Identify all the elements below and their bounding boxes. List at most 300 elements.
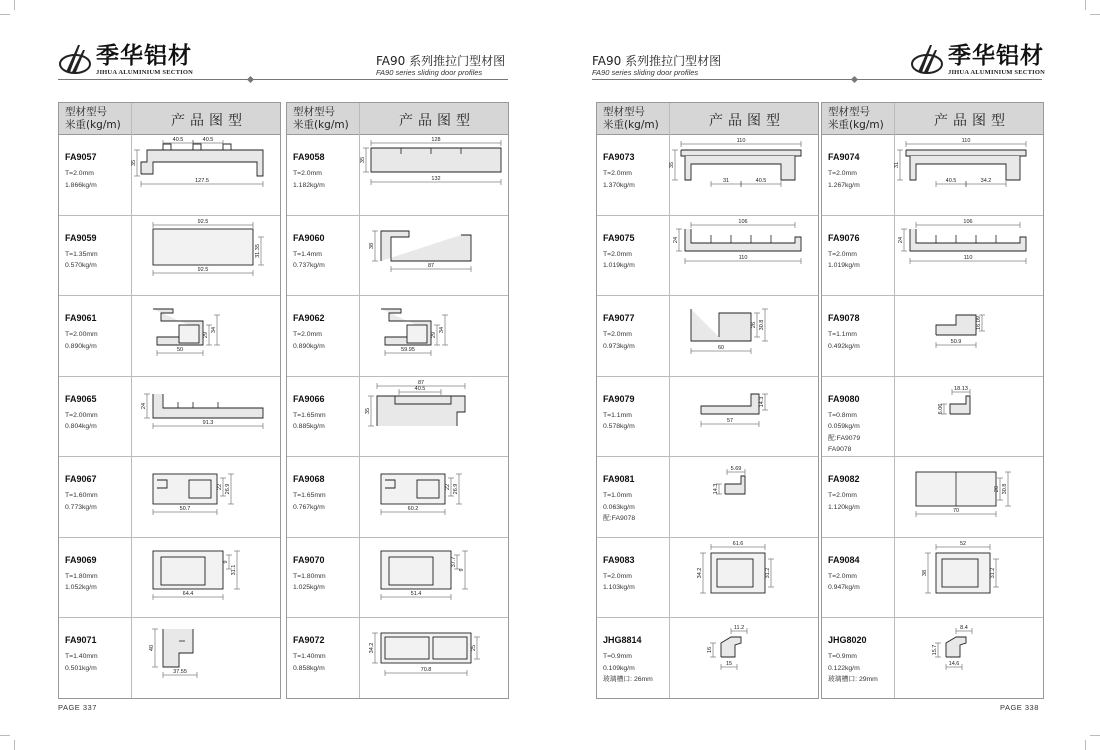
page-number-right: PAGE 338 <box>1000 703 1039 712</box>
profile-info <box>828 474 890 513</box>
profile-drawing <box>361 221 506 294</box>
profile-info <box>603 313 665 352</box>
profile-outline <box>381 231 471 261</box>
dimension-label: 60.2 <box>407 506 419 512</box>
dimension-label: 51.4 <box>410 590 422 597</box>
thickness: T=1.40mm <box>65 653 98 660</box>
profile-drawing <box>133 623 278 696</box>
profile-cross-section <box>671 301 816 369</box>
dimension-label: 26 <box>994 485 1000 493</box>
thickness: T=2.0mm <box>603 170 632 177</box>
profile-cross-section <box>133 382 278 450</box>
profile-table <box>58 102 281 699</box>
profile-model: FA9069 <box>65 554 97 565</box>
profile-cross-section <box>133 543 278 611</box>
profile-cross-section <box>671 540 816 611</box>
dimension-label: 64.4 <box>182 590 194 597</box>
dimension-label: 35 <box>365 407 371 414</box>
unit-weight: 0.737kg/m <box>293 262 325 269</box>
table-row <box>597 295 818 377</box>
unit-weight: 1.370kg/m <box>603 181 635 189</box>
profile-cross-section <box>361 543 506 611</box>
profile-note: 玻璃槽口: 26mm <box>603 676 653 683</box>
profile-outline <box>389 557 433 585</box>
thickness: T=2.0mm <box>828 572 857 580</box>
profile-outline <box>189 480 211 498</box>
dimension-label: 15.7 <box>932 644 938 656</box>
profile-info <box>293 313 355 352</box>
thickness: T=1.80mm <box>65 572 98 580</box>
profile-cross-section <box>671 623 816 691</box>
dimension-label: 61.6 <box>732 540 744 547</box>
profile-cross-section <box>896 301 1041 369</box>
unit-weight: 0.885kg/m <box>293 423 325 430</box>
dimension-label: 128 <box>431 137 441 143</box>
profile-info <box>603 394 665 433</box>
series-title-en: FA90 series sliding door profiles <box>592 68 699 77</box>
profile-outline <box>161 557 205 585</box>
profile-cross-section <box>896 218 1041 289</box>
unit-weight: 0.501kg/m <box>65 664 97 672</box>
unit-weight: 0.059kg/m <box>828 423 860 430</box>
unit-weight: 0.973kg/m <box>603 342 635 350</box>
profile-outline <box>950 396 970 414</box>
series-title-cn: FA90 系列推拉门型材图 <box>592 54 722 68</box>
thickness: T=1.60mm <box>65 492 98 499</box>
thickness: T=0.9mm <box>603 653 632 660</box>
profile-outline <box>906 150 1026 156</box>
profile-drawing <box>896 218 1041 294</box>
profile-info <box>293 474 355 513</box>
profile-model: FA9066 <box>293 393 325 404</box>
profile-outline <box>371 148 501 172</box>
profile-cross-section <box>896 623 1041 691</box>
table-row <box>59 376 280 458</box>
dimension-label: 127.5 <box>195 178 209 184</box>
profile-outline <box>725 476 745 494</box>
page-number-left: PAGE 337 <box>58 703 97 712</box>
dimension-label: 34.2 <box>369 642 375 654</box>
profile-info <box>65 635 127 674</box>
header-weight-label: 米重(kg/m) <box>828 119 884 131</box>
profile-model: FA9065 <box>65 393 97 404</box>
dimension-label: 31.1 <box>231 564 237 575</box>
dimension-label: 16.09 <box>976 316 982 330</box>
profile-model: FA9079 <box>603 393 635 404</box>
dimension-label: 34.2 <box>980 178 992 184</box>
header-model-weight <box>828 106 884 132</box>
profile-model: FA9080 <box>828 393 860 404</box>
dimension-label: 9 <box>223 559 229 564</box>
profile-model: FA9082 <box>828 474 860 484</box>
dimension-label: 22 <box>217 483 223 491</box>
table-row <box>822 134 1043 216</box>
dimension-label: 92.5 <box>197 218 209 225</box>
profile-cross-section <box>361 221 506 289</box>
profile-info <box>65 152 127 191</box>
profile-drawing <box>361 623 506 696</box>
table-row <box>59 617 280 698</box>
thickness: T=2.00mm <box>65 411 98 419</box>
profile-drawing <box>133 218 278 294</box>
unit-weight: 0.492kg/m <box>828 342 860 350</box>
profile-model: FA9081 <box>603 474 635 484</box>
dimension-label: 37.7 <box>451 556 457 567</box>
profile-info <box>293 555 355 594</box>
dimension-label: 30.8 <box>1002 483 1008 495</box>
profile-note: 配:FA9079 <box>828 434 861 442</box>
header-rule <box>592 79 1042 80</box>
dimension-label: 92.5 <box>197 266 209 273</box>
dimension-label: 40.5 <box>414 385 426 392</box>
brand-name-cn: 季华铝材 <box>948 42 1044 69</box>
dimension-label: 110 <box>963 254 973 261</box>
profile-outline <box>163 629 193 667</box>
profile-info <box>293 635 355 674</box>
thickness: T=1.4mm <box>293 250 322 258</box>
table-row <box>287 215 508 297</box>
profile-cross-section <box>671 382 816 450</box>
profile-drawing <box>671 623 816 696</box>
dimension-label: 34.2 <box>697 567 703 578</box>
profile-note: FA9078 <box>828 446 852 453</box>
profile-model: FA9058 <box>293 152 325 162</box>
dimension-label: 24 <box>673 236 679 243</box>
profile-info <box>828 635 890 686</box>
thickness: T=2.0mm <box>293 331 322 338</box>
table-header <box>287 103 508 135</box>
dimension-label: 35 <box>360 156 366 164</box>
unit-weight: 0.890kg/m <box>293 342 325 350</box>
unit-weight: 0.767kg/m <box>293 503 325 511</box>
thickness: T=2.0mm <box>65 170 94 177</box>
table-row <box>59 537 280 619</box>
unit-weight: 1.025kg/m <box>293 584 325 591</box>
table-row <box>597 134 818 216</box>
unit-weight: 1.019kg/m <box>603 262 635 269</box>
table-row <box>59 134 280 216</box>
dimension-label: 29 <box>203 331 209 339</box>
profile-drawing <box>133 382 278 455</box>
dimension-label: 24 <box>898 236 904 243</box>
dimension-label: 87 <box>417 379 425 386</box>
table-row <box>287 537 508 619</box>
dimension-label: 40.5 <box>755 178 767 184</box>
thickness: T=2.0mm <box>603 331 632 338</box>
thickness: T=2.00mm <box>65 331 98 338</box>
brand-logo-left <box>58 42 193 76</box>
unit-weight: 0.109kg/m <box>603 664 635 672</box>
profile-drawing <box>361 462 506 535</box>
dimension-label: 40.5 <box>945 178 957 184</box>
dimension-label: 26 <box>751 321 757 329</box>
dimension-label: 91.3 <box>202 419 214 426</box>
profile-outline <box>377 396 465 426</box>
profile-note: 玻璃槽口: 29mm <box>828 676 878 683</box>
profile-outline <box>681 150 801 156</box>
profile-outline <box>153 394 263 418</box>
header-rule <box>58 79 508 80</box>
dimension-label: 40 <box>149 644 155 652</box>
profile-cross-section <box>133 623 278 691</box>
profile-outline <box>685 229 801 251</box>
profile-cross-section <box>671 462 816 530</box>
thickness: T=2.0mm <box>828 492 857 499</box>
table-row <box>597 215 818 297</box>
dimension-label: 14.6 <box>948 661 960 667</box>
table-row <box>597 537 818 619</box>
dimension-label: 40.5 <box>202 137 214 143</box>
unit-weight: 0.858kg/m <box>293 664 325 672</box>
profile-model: FA9073 <box>603 152 635 162</box>
dimension-label: 31 <box>722 178 730 184</box>
profile-drawing <box>360 137 506 213</box>
profile-cross-section <box>896 382 1041 450</box>
profile-drawing <box>133 543 278 616</box>
profile-drawing <box>361 301 506 374</box>
profile-model: JHG8814 <box>603 635 642 645</box>
profile-info <box>603 152 665 191</box>
dimension-label: 26.9 <box>453 483 459 495</box>
profile-table <box>821 102 1044 699</box>
table-row <box>287 134 508 216</box>
unit-weight: 1.052kg/m <box>65 584 97 591</box>
profile-cross-section <box>361 301 506 369</box>
profile-drawing <box>133 462 278 535</box>
profile-drawing <box>896 301 1041 374</box>
unit-weight: 0.804kg/m <box>65 423 97 430</box>
thickness: T=1.40mm <box>293 653 326 660</box>
dimension-label: 9 <box>459 567 465 572</box>
profile-model: FA9057 <box>65 152 97 162</box>
profile-note: 配:FA9078 <box>603 515 636 522</box>
dimension-label: 34 <box>211 326 217 334</box>
profile-outline <box>942 559 978 587</box>
dimension-label: 106 <box>963 218 973 225</box>
unit-weight: 0.578kg/m <box>603 423 635 430</box>
profile-info <box>603 635 665 686</box>
profile-cross-section <box>133 462 278 530</box>
profile-drawing <box>133 301 278 374</box>
header-model-label: 型材型号 <box>65 106 107 118</box>
profile-model: FA9062 <box>293 313 325 323</box>
dimension-label: 8.4 <box>960 625 968 631</box>
dimension-label: 70 <box>952 508 960 514</box>
profile-outline <box>179 325 199 343</box>
profile-model: FA9068 <box>293 474 325 484</box>
header-model-label: 型材型号 <box>293 106 335 118</box>
unit-weight: 1.120kg/m <box>828 503 860 511</box>
brand-mark-icon <box>910 42 944 76</box>
unit-weight: 1.182kg/m <box>293 181 325 189</box>
dimension-label: 31 <box>894 161 900 169</box>
profile-outline <box>717 559 753 587</box>
table-row <box>597 617 818 698</box>
profile-drawing <box>671 462 816 535</box>
profile-model: FA9070 <box>293 554 325 565</box>
profile-model: FA9075 <box>603 232 635 243</box>
thickness: T=1.35mm <box>65 250 98 258</box>
profile-info <box>293 152 355 191</box>
header-model-weight <box>65 106 121 132</box>
profile-model: FA9083 <box>603 554 635 565</box>
unit-weight: 1.019kg/m <box>828 262 860 269</box>
profile-info <box>65 555 127 594</box>
dimension-label: 70.8 <box>420 667 432 673</box>
profile-outline <box>685 156 795 180</box>
dimension-label: 14.3 <box>759 396 765 407</box>
dimension-label: 25 <box>471 644 477 652</box>
profile-cross-section <box>133 301 278 369</box>
profile-drawing <box>896 462 1041 535</box>
profile-outline <box>407 325 427 343</box>
dimension-label: 110 <box>738 254 748 261</box>
thickness: T=0.9mm <box>828 653 857 660</box>
brand-mark-icon <box>58 42 92 76</box>
profile-model: FA9071 <box>65 635 97 645</box>
dimension-label: 38 <box>922 569 928 576</box>
profile-info <box>828 555 890 594</box>
dimension-label: 31.2 <box>990 567 996 578</box>
table-row <box>287 617 508 698</box>
series-title-right <box>592 54 721 77</box>
profile-model: FA9074 <box>828 152 860 162</box>
profile-info <box>603 474 665 525</box>
header-drawing-label: 产品图型 <box>934 113 1010 129</box>
table-row <box>822 537 1043 619</box>
unit-weight: 0.063kg/m <box>603 503 635 511</box>
profile-info <box>828 233 890 272</box>
unit-weight: 1.866kg/m <box>65 181 97 189</box>
thickness: T=2.0mm <box>828 170 857 177</box>
table-row <box>287 456 508 538</box>
dimension-label: 110 <box>736 138 746 144</box>
dimension-label: 18.13 <box>954 385 968 392</box>
profile-model: JHG8020 <box>828 635 867 645</box>
profile-model: FA9061 <box>65 313 97 323</box>
thickness: T=1.0mm <box>603 492 632 499</box>
dimension-label: 57 <box>726 417 734 424</box>
dimension-label: 16 <box>707 646 713 654</box>
table-row <box>597 376 818 458</box>
profile-cross-section <box>896 540 1041 611</box>
dimension-label: 35 <box>669 161 675 169</box>
profile-model: FA9059 <box>65 232 97 243</box>
profile-info <box>293 233 355 272</box>
profile-info <box>65 313 127 352</box>
profile-model: FA9078 <box>828 313 860 323</box>
header-drawing-label: 产品图型 <box>171 113 247 129</box>
profile-info <box>828 394 890 456</box>
profile-model: FA9076 <box>828 232 860 243</box>
thickness: T=1.65mm <box>293 492 326 499</box>
profile-table <box>286 102 509 699</box>
profile-drawing <box>896 140 1041 213</box>
table-row <box>287 376 508 458</box>
dimension-label: 11.2 <box>733 625 745 631</box>
profile-outline <box>691 309 751 341</box>
profile-outline <box>153 229 253 265</box>
dimension-label: 22 <box>445 483 451 491</box>
dimension-label: 6.06 <box>938 403 944 414</box>
thickness: T=1.1mm <box>828 331 857 338</box>
profile-model: FA9077 <box>603 313 635 323</box>
header-weight-label: 米重(kg/m) <box>603 119 659 131</box>
profile-cross-section <box>896 140 1041 208</box>
profile-drawing <box>671 382 816 455</box>
thickness: T=1.80mm <box>293 572 326 580</box>
profile-table <box>596 102 819 699</box>
profile-cross-section <box>360 137 506 208</box>
dimension-label: 59.95 <box>401 347 415 353</box>
unit-weight: 0.773kg/m <box>65 503 97 511</box>
thickness: T=2.0mm <box>828 250 857 258</box>
profile-cross-section <box>671 140 816 208</box>
unit-weight: 0.947kg/m <box>828 584 860 591</box>
profile-model: FA9072 <box>293 635 325 645</box>
profile-info <box>65 394 127 433</box>
header-model-label: 型材型号 <box>603 106 645 118</box>
profile-drawing <box>671 540 816 616</box>
profile-model: FA9084 <box>828 554 860 565</box>
profile-cross-section <box>896 462 1041 530</box>
profile-outline <box>946 637 966 657</box>
profile-cross-section <box>133 218 278 289</box>
profile-model: FA9060 <box>293 232 325 243</box>
series-title-left <box>376 54 505 77</box>
profile-cross-section <box>671 218 816 289</box>
dimension-label: 52 <box>959 540 967 547</box>
unit-weight: 0.122kg/m <box>828 664 860 672</box>
profile-cross-section <box>361 623 506 691</box>
header-model-weight <box>293 106 349 132</box>
profile-outline <box>163 144 171 150</box>
brand-name-en: JIHUA ALUMINIUM SECTION <box>948 68 1046 76</box>
unit-weight: 0.570kg/m <box>65 262 97 269</box>
profile-drawing <box>671 140 816 213</box>
thickness: T=2.0mm <box>293 170 322 177</box>
dimension-label: 60 <box>717 345 725 351</box>
profile-drawing <box>671 218 816 294</box>
profile-outline <box>721 637 741 657</box>
profile-info <box>65 233 127 272</box>
table-row <box>822 215 1043 297</box>
table-row <box>822 295 1043 377</box>
profile-outline <box>910 156 1020 180</box>
dimension-label: 24 <box>141 402 147 409</box>
profile-drawing <box>131 137 278 213</box>
profile-outline <box>433 637 467 659</box>
dimension-label: 15 <box>725 661 733 667</box>
dimension-label: 50.7 <box>179 506 191 512</box>
brand-name-en: JIHUA ALUMINIUM SECTION <box>96 68 194 76</box>
profile-model: FA9067 <box>65 474 97 484</box>
dimension-label: 14.3 <box>713 483 719 495</box>
header-weight-label: 米重(kg/m) <box>293 119 349 131</box>
brand-logo-right <box>910 42 1045 76</box>
dimension-label: 50 <box>176 347 184 353</box>
profile-drawing <box>361 379 506 455</box>
table-row <box>822 376 1043 458</box>
unit-weight: 1.103kg/m <box>603 584 635 591</box>
thickness: T=2.0mm <box>603 572 632 580</box>
profile-info <box>293 394 355 433</box>
profile-info <box>65 474 127 513</box>
dimension-label: 110 <box>961 138 971 144</box>
profile-info <box>603 233 665 272</box>
dimension-label: 50.9 <box>950 339 962 345</box>
profile-info <box>603 555 665 594</box>
